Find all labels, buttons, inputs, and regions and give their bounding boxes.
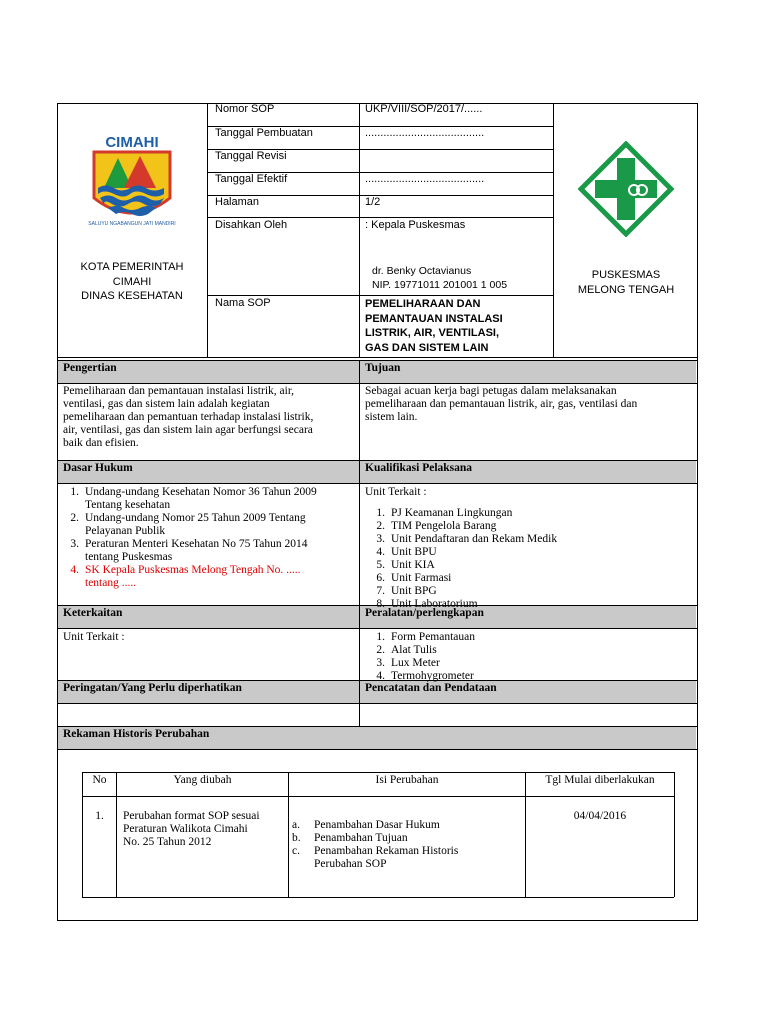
history-header-tgl: Tgl Mulai diberlakukan [545,774,655,786]
tujuan-line: pemeliharaan dan pemantauan listrik, air, gas, ventilasi dan [365,398,638,410]
history-header-no: No [92,774,107,786]
list-item: 1. Form Pemantauan [376,631,475,643]
cimahi-logo [84,128,180,228]
list-item: 5. Unit KIA [376,559,435,571]
list-item: 8. Unit Laboratorium [376,598,478,610]
tanggal-pembuatan-label: Tanggal Pembuatan [215,127,313,139]
keterkaitan-title: Keterkaitan [63,607,123,619]
tujuan-text [365,385,695,424]
peringatan-title: Peringatan/Yang Perlu diperhatikan [63,682,242,694]
nama-sop-value [365,297,503,355]
list-item: 7. Unit BPG [376,585,437,597]
list-item: 3. Unit Pendaftaran dan Rekam Medik [376,533,558,545]
list-item: 4. SK Kepala Puskesmas Melong Tengah No. ..... tentang ..... [70,564,301,589]
list-item: 3. Lux Meter [376,657,440,669]
left-title-line: CIMAHI [112,275,152,288]
puskesmas-logo [578,141,674,237]
peralatan-list [369,631,689,683]
list-item: 4. Unit BPU [376,546,437,558]
list-item: 2. Undang-undang Nomor 25 Tahun 2009 Tentang Pelayanan Publik [70,512,306,537]
kualifikasi-list [369,507,689,611]
right-title [555,268,697,298]
history-header-isi: Isi Perubahan [375,774,439,786]
left-title [60,260,204,304]
pengertian-line: pemeliharaan dan pemantuan terhadap instalasi listrik, [63,411,314,423]
right-title-line: MELONG TENGAH [577,284,675,296]
history-header-yang-diubah: Yang diubah [173,774,232,786]
kualifikasi-title: Kualifikasi Pelaksana [365,462,473,474]
right-title-line: PUSKESMAS [591,269,661,281]
history-cell-isi: a. Penambahan Dasar Hukum b. Penambahan Tujuan c. Penambahan Rekaman Historis Perubahan SOP [292,819,459,870]
pencatatan-title: Pencatatan dan Pendataan [365,682,497,694]
nama-sop-line: LISTRIK, AIR, VENTILASI, [365,327,500,339]
left-title-line: DINAS KESEHATAN [81,290,183,302]
pengertian-line: ventilasi, gas dan sistem lain adalah kegiatan [63,398,270,410]
nama-sop-line: PEMANTAUAN INSTALASI [365,312,503,325]
rekaman-title: Rekaman Historis Perubahan [63,728,210,740]
pengertian-line: air, ventilasi, gas dan sistem lain agar berfungsi secara [63,424,313,436]
nama-sop-label: Nama SOP [215,297,271,309]
nama-sop-line: GAS DAN SISTEM LAIN [365,341,489,354]
dasar-hukum-title: Dasar Hukum [63,462,133,474]
signer-name: dr. Benky Octavianus [372,265,472,277]
pengertian-title: Pengertian [63,362,117,374]
history-cell-no: 1. [95,810,104,822]
tanggal-efektif-label: Tanggal Efektif [215,173,288,185]
nama-sop-line: PEMELIHARAAN DAN [365,298,481,310]
keterkaitan-text: Unit Terkait : [63,631,125,643]
history-cell-tgl: 04/04/2016 [573,810,627,822]
nomor-sop-value: UKP/VIII/SOP/2017/...... [365,103,483,115]
nomor-sop-label: Nomor SOP [215,103,275,115]
tujuan-line: sistem lain. [365,411,418,423]
disahkan-oleh-value: : Kepala Puskesmas [365,219,466,231]
cimahi-motto: SALUYU NGABANGUN JATI MANDIRI [88,221,176,227]
list-item: 1. Undang-undang Kesehatan Nomor 36 Tahun 2009 Tentang kesehatan [70,486,317,511]
list-item: 4. Termohygrometer [376,670,474,682]
signer-nip: NIP. 19771011 201001 1 005 [372,279,508,291]
pengertian-text [63,385,357,450]
peralatan-title: Peralatan/perlengkapan [365,607,484,619]
list-item: 2. TIM Pengelola Barang [376,520,497,532]
halaman-label: Halaman [215,196,260,208]
tanggal-revisi-label: Tanggal Revisi [215,150,287,162]
tujuan-line: Sebagai acuan kerja bagi petugas dalam melaksanakan [365,385,617,397]
pengertian-line: Pemeliharaan dan pemantauan instalasi listrik, air, [63,385,295,397]
list-item: 3. Peraturan Menteri Kesehatan No 75 Tahun 2014 tentang Puskesmas [70,538,308,563]
kualifikasi-intro: Unit Terkait : [365,486,427,498]
list-item: 1. PJ Keamanan Lingkungan [376,507,513,519]
left-title-line: KOTA PEMERINTAH [80,261,184,273]
halaman-value: 1/2 [365,196,381,208]
cimahi-logo-text: CIMAHI [105,134,159,151]
tanggal-pembuatan-value: ....................................... [365,127,485,139]
list-item: 2. Alat Tulis [376,644,437,656]
dasar-hukum-list [63,486,357,590]
tujuan-title: Tujuan [365,362,401,374]
tanggal-efektif-value: ....................................... [365,173,485,185]
pengertian-line: baik dan efisien. [63,437,139,449]
list-item: 6. Unit Farmasi [376,572,452,584]
history-cell-yang-diubah: Perubahan format SOP sesuai Peraturan Walikota Cimahi No. 25 Tahun 2012 [123,810,260,848]
disahkan-oleh-label: Disahkan Oleh [215,219,288,231]
